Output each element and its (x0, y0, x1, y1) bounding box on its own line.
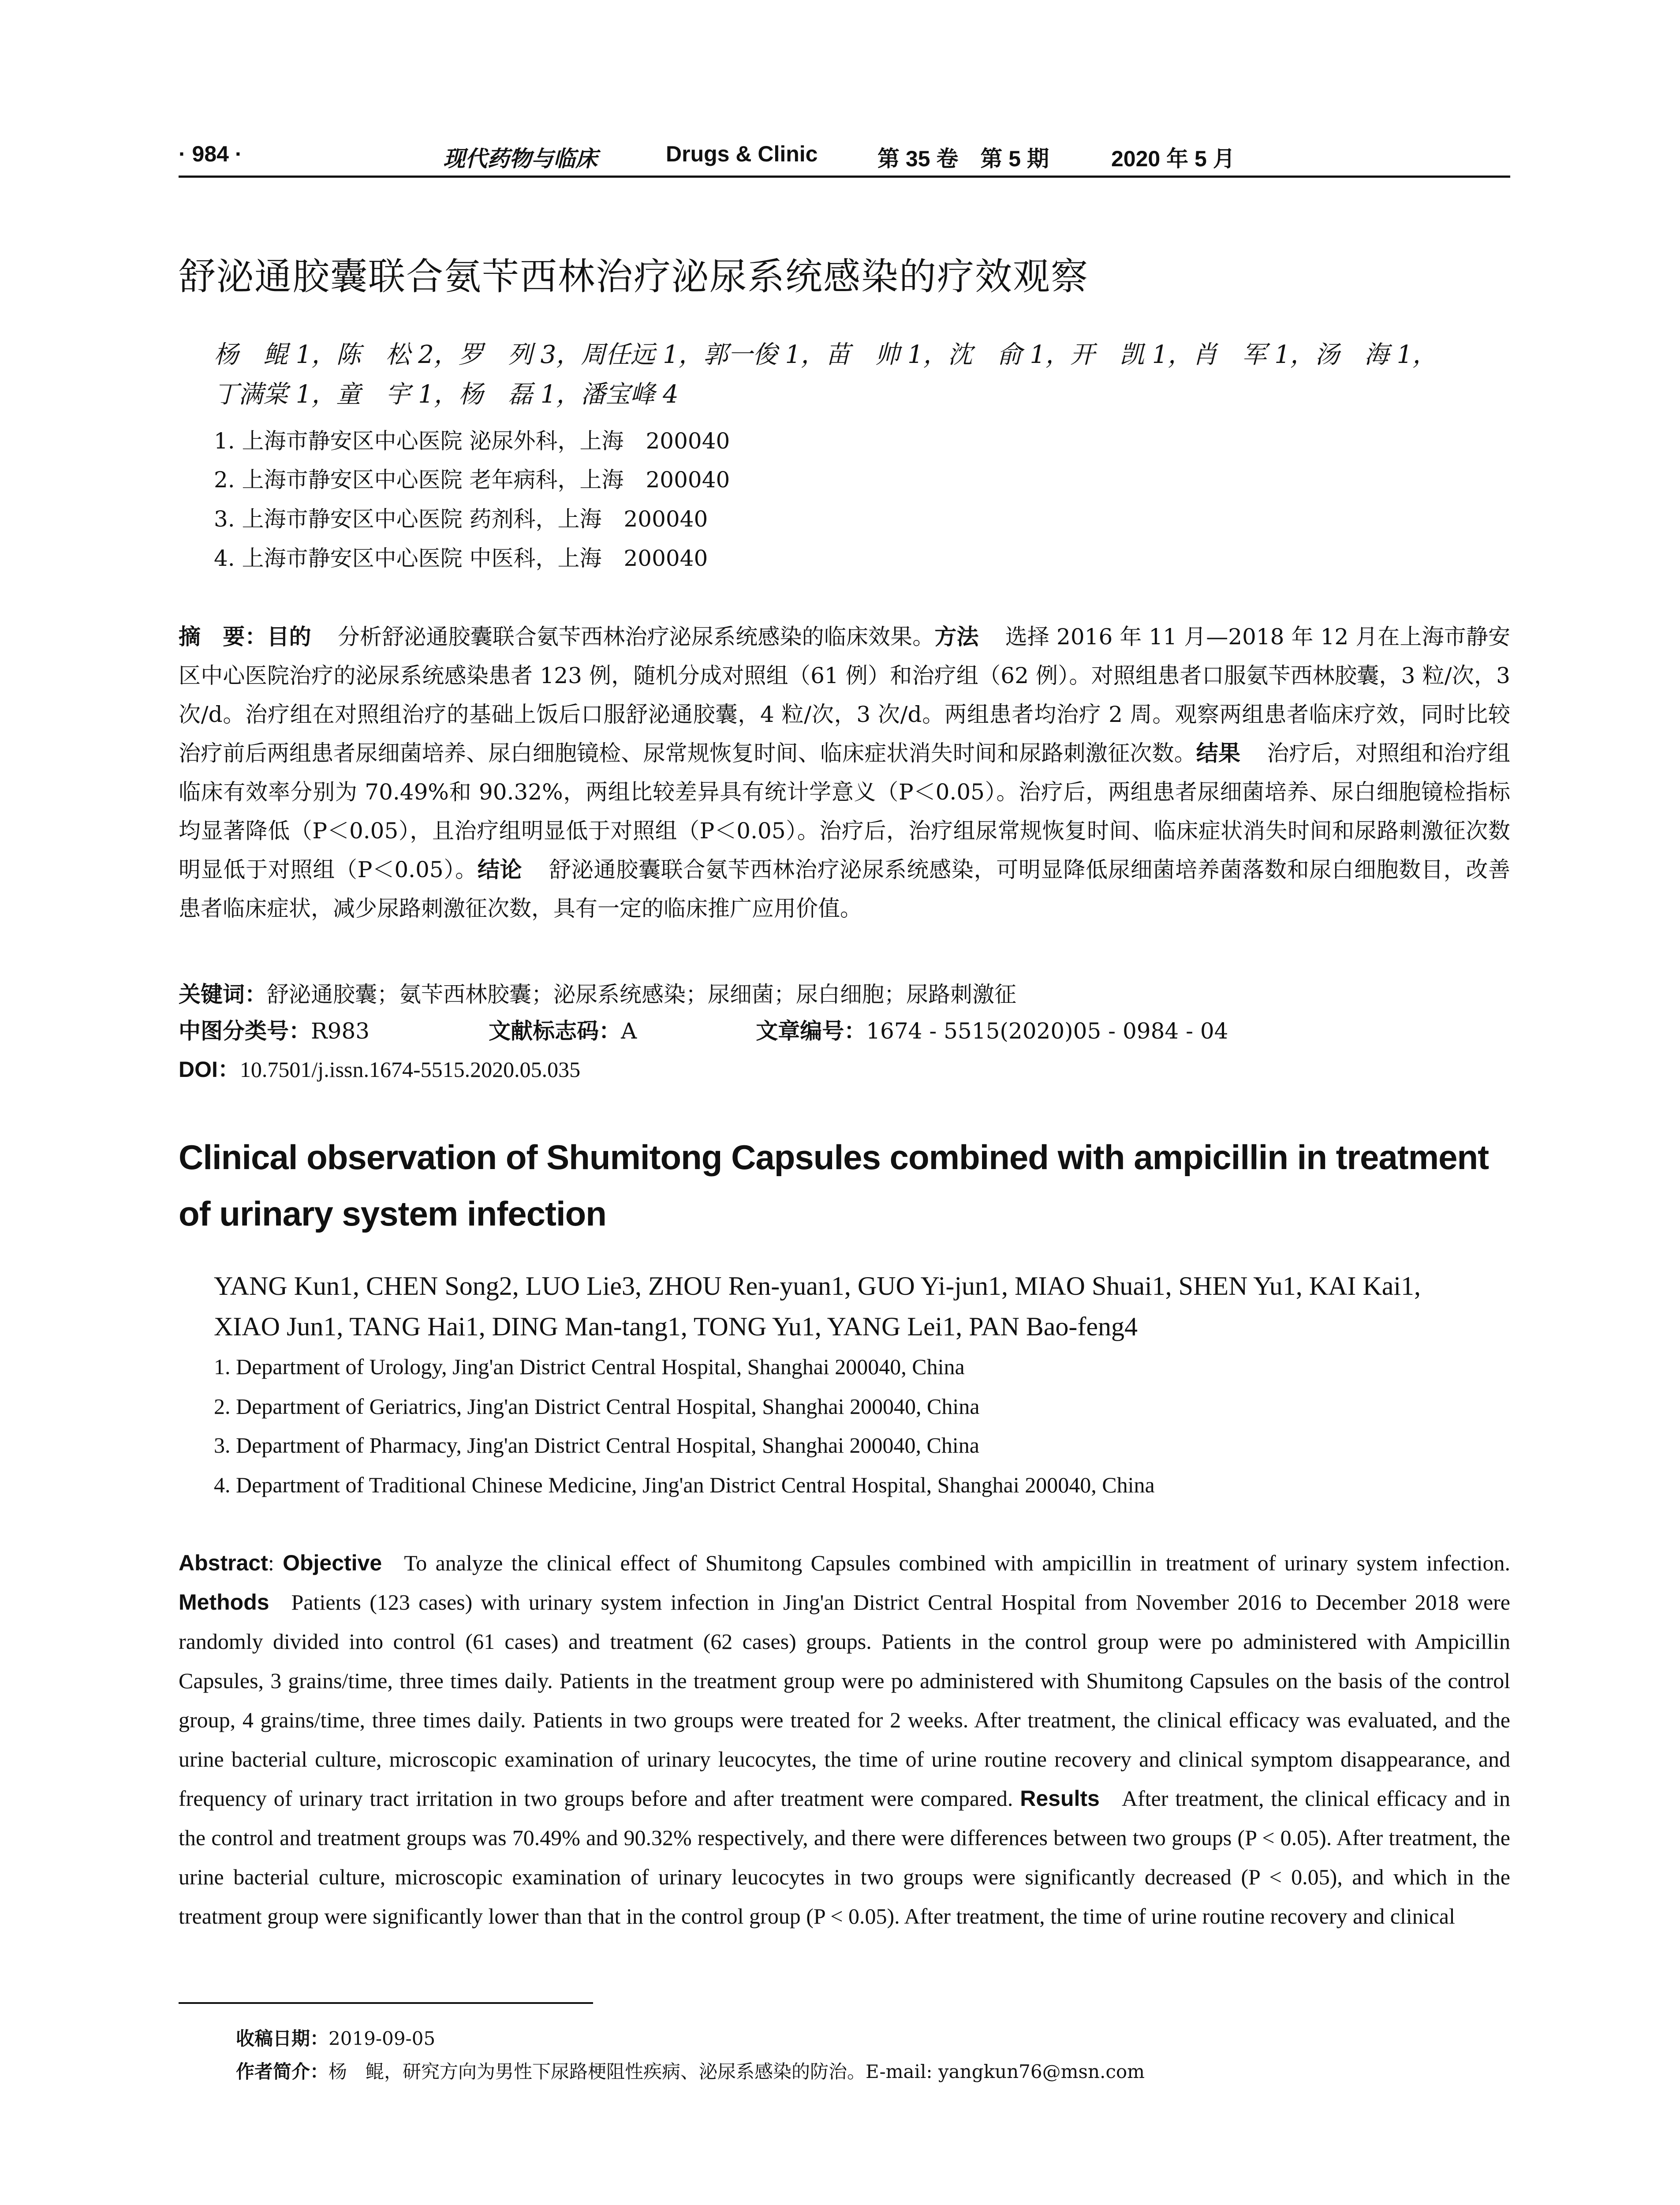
received-date: 2019-09-05 (329, 2028, 436, 2049)
running-header (179, 141, 1510, 176)
chinese-affiliation-1: 1. 上海市静安区中心医院 泌尿外科，上海 200040 (214, 428, 730, 454)
doi-line (179, 1052, 580, 1084)
keywords-label: 关键词： (179, 982, 267, 1007)
english-authors-line-1: YANG Kun1, CHEN Song2, LUO Lie3, ZHOU Ren-yuan1, GUO Yi-jun1, MIAO Shuai1, SHEN Yu1, KAI Kai1, (214, 1271, 1421, 1301)
clc-label: 中图分类号： (179, 1018, 311, 1044)
author-bio-footnote (236, 2057, 1145, 2084)
issue-date: 2020 年 5 月 (1111, 146, 1235, 171)
results-label-en: Results (1020, 1786, 1100, 1811)
english-title: Clinical observation of Shumitong Capsules combined with ampicillin in treatment of urinary system infection (179, 1138, 1489, 1233)
results-label-cn: 结果 (1196, 740, 1241, 766)
doc-code-label: 文献标志码： (489, 1018, 621, 1044)
english-affiliation-2: 2. Department of Geriatrics, Jing'an District Central Hospital, Shanghai 200040, China (214, 1394, 980, 1419)
page-number: · 984 · (179, 142, 243, 166)
results-text-en: After treatment, the clinical efficacy and in the control and treatment groups was 70.49% and 90.32% respectively, and there were differences between two groups (P < 0.05). After treatment, the urine bacterial culture, microscopic examination of urinary leucocytes in two groups were significantly decreased (P < 0.05), and which in the treatment group were significantly lower than that in the control group (P < 0.05). After treatment, the time of urine routine recovery and clinical (179, 1786, 1510, 1928)
abstract-label-cn: 摘 要： (179, 624, 267, 650)
conclusion-label-cn: 结论 (477, 857, 523, 882)
article-no-label: 文章编号： (756, 1018, 866, 1044)
methods-text-cn: 选择 2016 年 11 月—2018 年 12 月在上海市静安区中心医院治疗的泌尿系统感染患者 123 例，随机分成对照组（61 例）和治疗组（62 例）。对照组患者口服氨苄西林胶囊，3 粒/次，3 次/d。治疗组在对照组治疗的基础上饭后口服舒泌通胶囊，4 粒/次，3 次/d。两组患者均治疗 2 周。观察两组患者临床疗效，同时比较治疗前后两组患者尿细菌培养、尿白细胞镜检、尿常规恢复时间、临床症状消失时间和尿路刺激征次数。 (179, 624, 1511, 766)
journal-name-en: Drugs & Clinic (666, 142, 818, 166)
abstract-label-en: Abstract (179, 1551, 268, 1575)
chinese-authors-line-1: 杨 鲲 1，陈 松 2，罗 列 3，周任远 1，郭一俊 1，苗 帅 1，沈 俞 1，开 凯 1，肖 军 1，汤 海 1， (214, 340, 1437, 369)
article-no-value: 1674 - 5515(2020)05 - 0984 - 04 (866, 1018, 1228, 1044)
chinese-affiliation-3: 3. 上海市静安区中心医院 药剂科，上海 200040 (214, 506, 708, 532)
received-date-footnote (236, 2024, 435, 2051)
objective-label-cn: 目的 (267, 624, 311, 650)
objective-text-en: To analyze the clinical effect of Shumitong Capsules combined with ampicillin in treatment of urinary system infection. (404, 1551, 1510, 1575)
chinese-affiliation-4: 4. 上海市静安区中心医院 中医科，上海 200040 (214, 546, 708, 571)
author-bio-text: 杨 鲲，研究方向为男性下尿路梗阻性疾病、泌尿系感染的防治。E-mail: yangkun76@msn.com (329, 2061, 1145, 2082)
volume-issue: 第 35 卷 第 5 期 (877, 146, 1049, 171)
doi-label: DOI： (179, 1057, 240, 1082)
conclusion-text-cn: 舒泌通胶囊联合氨苄西林治疗泌尿系统感染，可明显降低尿细菌培养菌落数和尿白细胞数目，改善患者临床症状，减少尿路刺激征次数，具有一定的临床推广应用价值。 (179, 857, 1511, 921)
methods-label-cn: 方法 (934, 624, 979, 650)
objective-text-cn: 分析舒泌通胶囊联合氨苄西林治疗泌尿系统感染的临床效果。 (337, 624, 935, 650)
objective-label-en: Objective (283, 1551, 382, 1575)
english-affiliation-3: 3. Department of Pharmacy, Jing'an District Central Hospital, Shanghai 200040, China (214, 1433, 979, 1458)
chinese-abstract (179, 617, 1510, 928)
header-rule (179, 176, 1510, 178)
author-bio-label: 作者简介： (236, 2061, 329, 2082)
methods-text-en: Patients (123 cases) with urinary system infection in Jing'an District Central Hospital from November 2016 to December 2018 were randomly divided into control (61 cases) and treatment (62 cases) groups. Patients in the control group were po administered with Ampicillin Capsules, 3 grains/time, three times daily. Patients in the treatment group were po administered with Shumitong Capsules on the basis of the control group, 4 grains/time, three times daily. Patients in two groups were treated for 2 weeks. After treatment, the clinical efficacy was evaluated, and the urine bacterial culture, microscopic examination of urinary leucocytes, the time of urine routine recovery and clinical symptom disappearance, and frequency of urinary tract irritation in two groups before and after treatment were compared. (179, 1590, 1510, 1811)
footnote-rule (179, 2002, 593, 2004)
keywords-text: 舒泌通胶囊；氨苄西林胶囊；泌尿系统感染；尿细菌；尿白细胞；尿路刺激征 (267, 982, 1016, 1007)
english-abstract: Abstract: Objective To analyze the clinical effect of Shumitong Capsules combined with ampicillin in treatment of urinary system infection. Methods Patients (123 cases) with urinary system infection in Jing'an District Central Hospital from November 2016 to December 2018 were randomly divided into control (61 cases) and treatment (62 cases) groups. Patients in the control group were po administered with Ampicillin Capsules, 3 grains/time, three times daily. Patients in the treatment group were po administered with Shumitong Capsules on the basis of the control group, 4 grains/time, three times daily. Patients in two groups were treated for 2 weeks. After treatment, the clinical efficacy was evaluated, and the urine bacterial culture, microscopic examination of urinary leucocytes, the time of urine routine recovery and clinical symptom disappearance, and frequency of urinary tract irritation in two groups before and after treatment were compared. Results After treatment, the clinical efficacy and in the control and treatment groups was 70.49% and 90.32% respectively, and there were differences between two groups (P < 0.05). After treatment, the urine bacterial culture, microscopic examination of urinary leucocytes in two groups were significantly decreased (P < 0.05), and which in the treatment group were significantly lower than that in the control group (P < 0.05). After treatment, the time of urine routine recovery and clinical (179, 1551, 1510, 1928)
english-authors-line-2: XIAO Jun1, TANG Hai1, DING Man-tang1, TONG Yu1, YANG Lei1, PAN Bao-feng4 (214, 1312, 1138, 1341)
classification-line (179, 1013, 1228, 1045)
journal-name-cn: 现代药物与临床 (443, 146, 597, 172)
keywords (179, 977, 1016, 1009)
doi-link[interactable]: 10.7501/j.issn.1674-5515.2020.05.035 (239, 1057, 581, 1082)
chinese-title: 舒泌通胶囊联合氨苄西林治疗泌尿系统感染的疗效观察 (179, 255, 1089, 298)
doc-code-value: A (621, 1018, 637, 1044)
clc-value: R983 (311, 1018, 370, 1044)
methods-label-en: Methods (179, 1590, 269, 1615)
received-label: 收稿日期： (236, 2028, 329, 2049)
results-text-cn: 治疗后，对照组和治疗组临床有效率分别为 70.49%和 90.32%，两组比较差异具有统计学意义（P＜0.05）。治疗后，两组患者尿细菌培养、尿白细胞镜检指标均显著降低（P＜0.05），且治疗组明显低于对照组（P＜0.05）。治疗后，治疗组尿常规恢复时间、临床症状消失时间和尿路刺激征次数明显低于对照组（P＜0.05）。 (179, 740, 1511, 882)
english-affiliation-4: 4. Department of Traditional Chinese Medicine, Jing'an District Central Hospital, Shanghai 200040, China (214, 1472, 1155, 1497)
english-affiliation-1: 1. Department of Urology, Jing'an District Central Hospital, Shanghai 200040, China (214, 1354, 965, 1379)
english-authors (214, 1266, 1515, 1347)
chinese-authors (214, 335, 1515, 415)
chinese-authors-line-2: 丁满棠 1，童 宇 1，杨 磊 1，潘宝峰 4 (214, 380, 679, 409)
chinese-affiliation-2: 2. 上海市静安区中心医院 老年病科，上海 200040 (214, 467, 730, 493)
